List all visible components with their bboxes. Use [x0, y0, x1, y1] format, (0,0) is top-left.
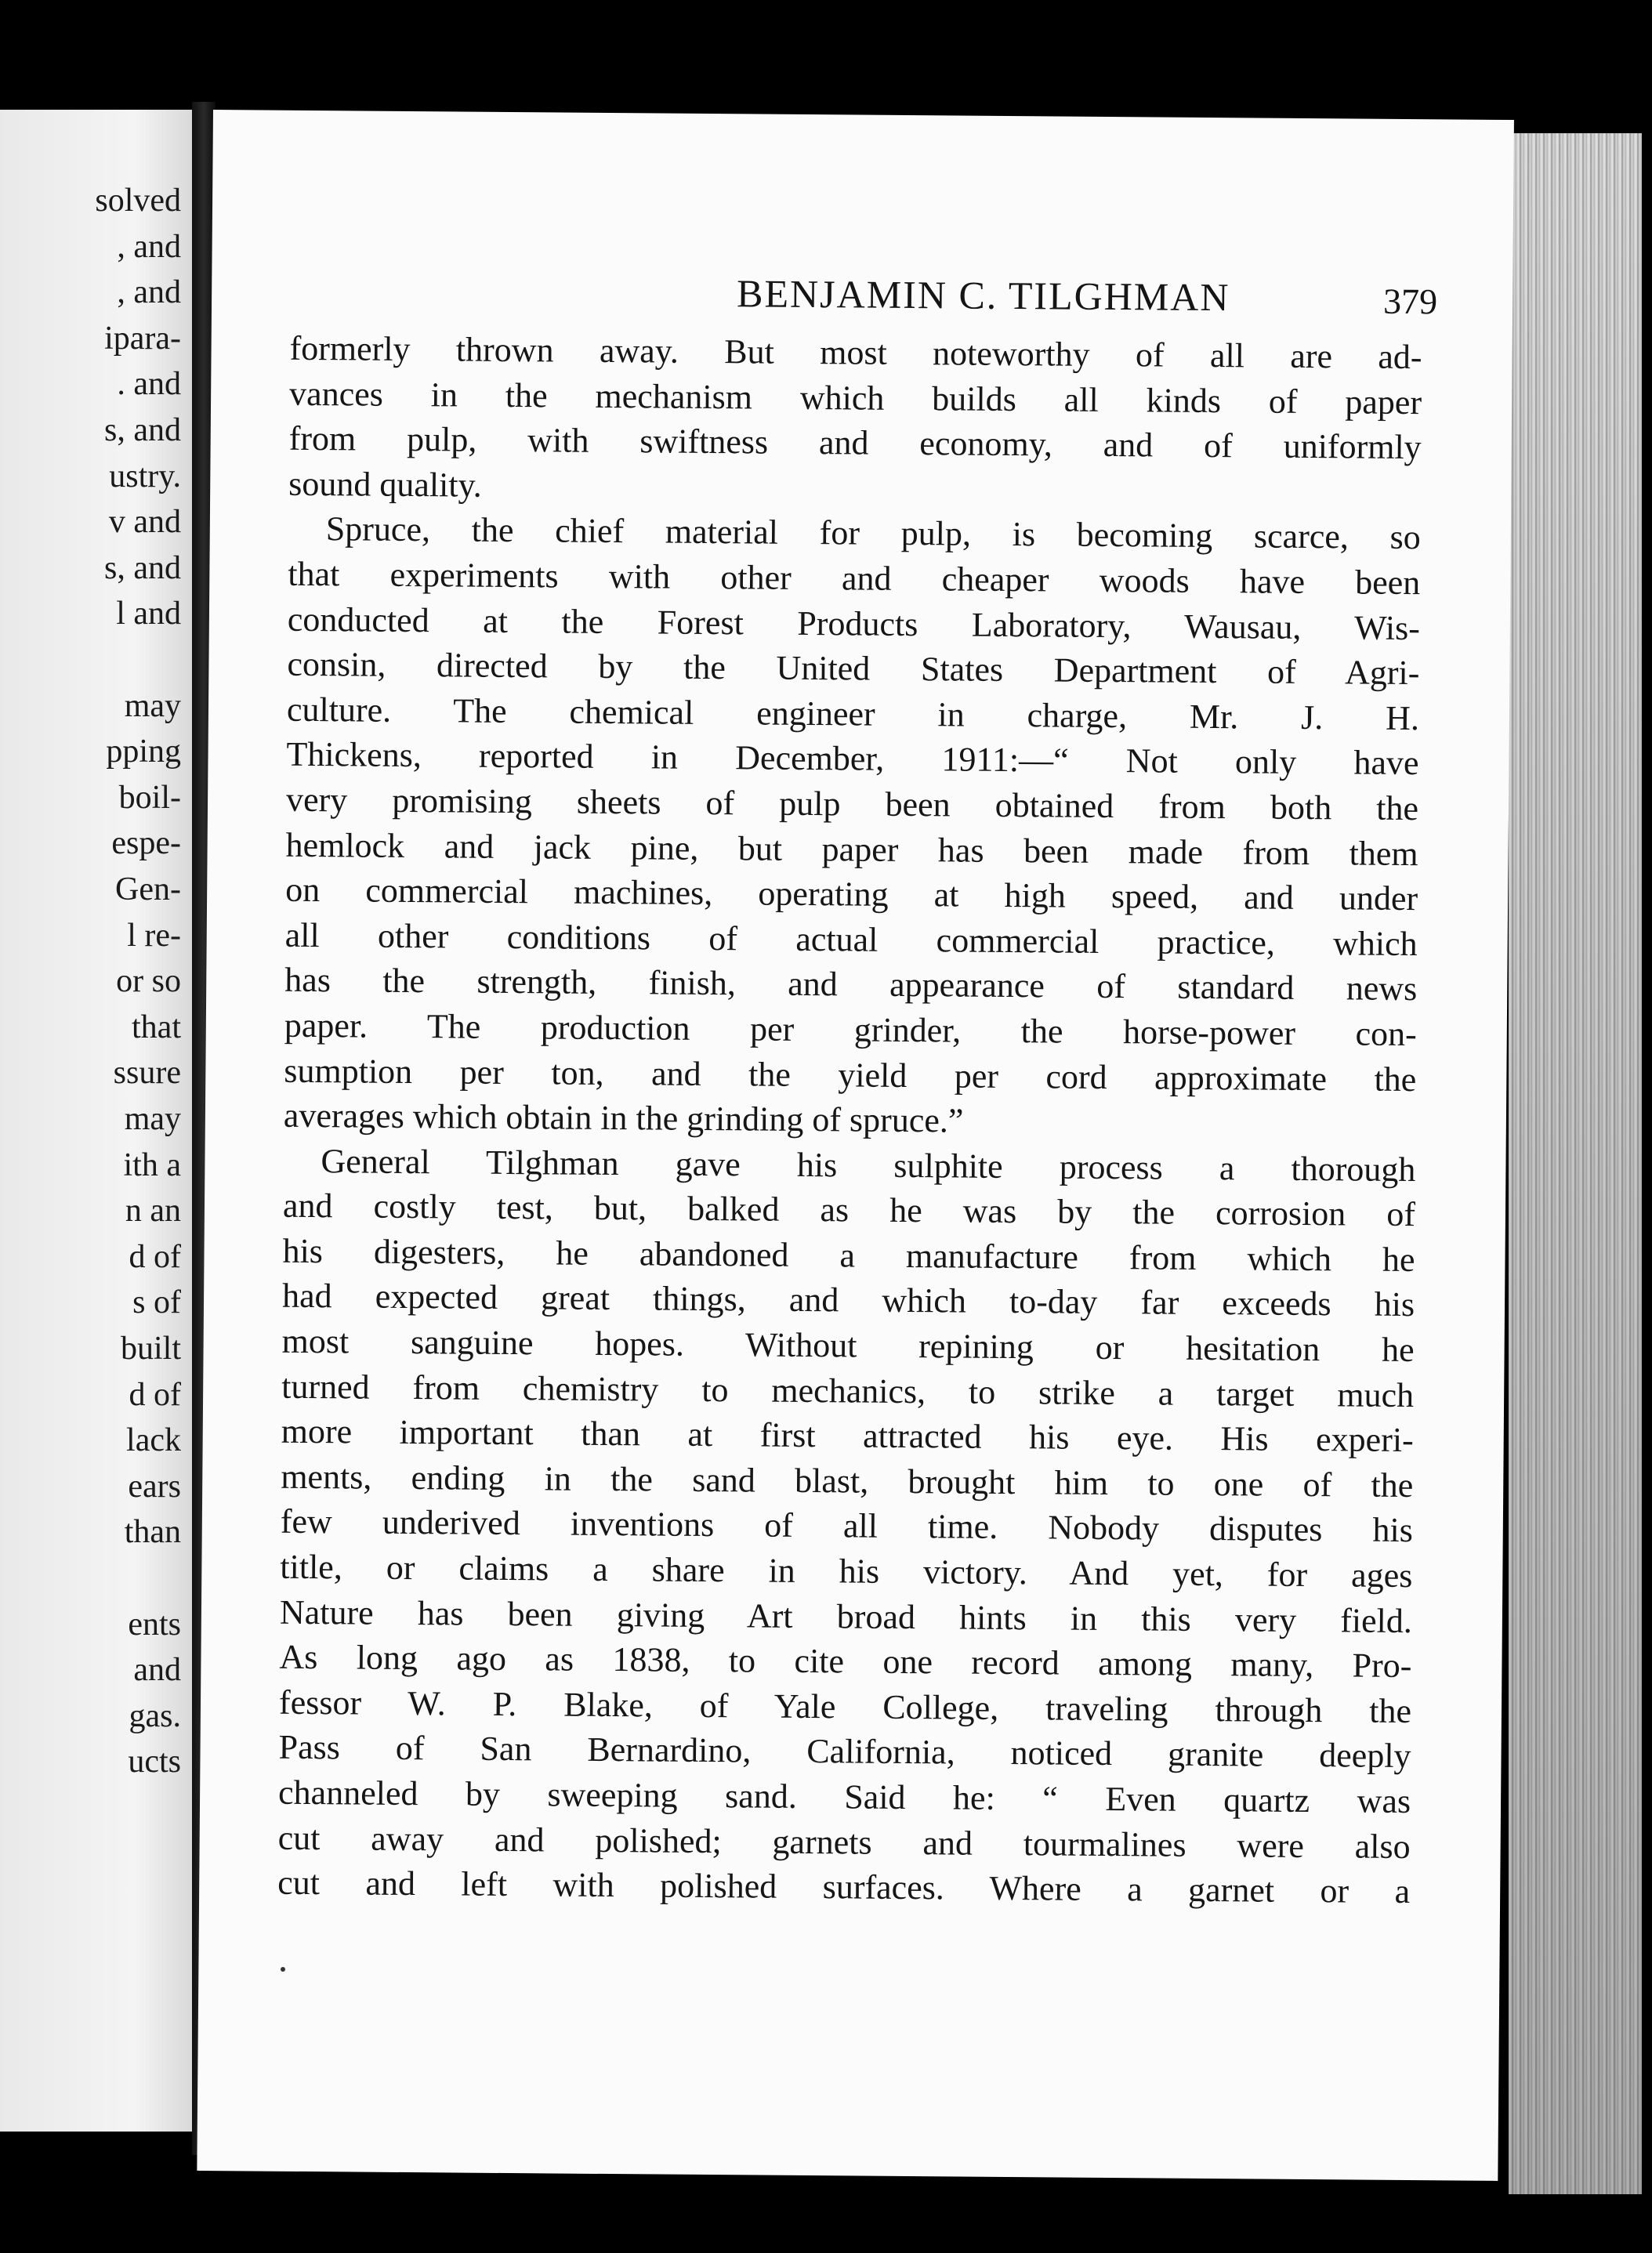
text-line: conducted at the Forest Products Laboratory, Wausau, Wis- [287, 599, 1421, 647]
text-line: Thickens, reported in December, 1911:—“ Not only have [286, 735, 1419, 783]
facing-page-fragment: lack [126, 1422, 181, 1459]
text-line: has the strength, finish, and appearance of standard news [284, 961, 1418, 1009]
text-line: his digesters, he abandoned a manufacture from which he [282, 1231, 1415, 1279]
text-line: hemlock and jack pine, but paper has been made from them [285, 825, 1418, 873]
text-line: channeled by sweeping sand. Said he: “ Even quartz was [277, 1773, 1411, 1821]
text-line: more important than at first attracted his eye. His experi- [281, 1411, 1414, 1460]
text-line: turned from chemistry to mechanics, to strike a target much [281, 1367, 1415, 1414]
text-line: culture. The chemical engineer in charge, Mr. J. H. [286, 690, 1420, 737]
text-line: cut and left with polished surfaces. Where a garnet or a [277, 1863, 1411, 1911]
facing-page-fragment: v and [108, 504, 181, 541]
text-line: most sanguine hopes. Without repining or hesitation he [281, 1321, 1415, 1370]
text-line: from pulp, with swiftness and economy, and of uniformly [288, 418, 1422, 467]
facing-page-fragment: may [124, 1101, 181, 1137]
facing-page-fragment: s of [132, 1284, 181, 1321]
text-line: Pass of San Bernardino, California, noticed granite deeply [278, 1728, 1411, 1776]
facing-page-fragment: s, and [104, 412, 181, 448]
text-line: cut away and polished; garnets and tourmalines were also [277, 1818, 1411, 1866]
text-line: vances in the mechanism which builds all kinds of paper [288, 374, 1422, 422]
facing-page-fragment: or so [116, 963, 181, 1000]
facing-page-fragment: ucts [128, 1744, 181, 1780]
facing-page-fragment: espe- [111, 825, 181, 862]
facing-page-fragment: ith a [123, 1146, 181, 1183]
facing-page-fragment: l and [116, 596, 181, 632]
facing-page-fragment: ssure [113, 1055, 181, 1092]
facing-page-fragment: ears [128, 1468, 181, 1505]
book-page [197, 110, 1514, 2181]
text-line: averages which obtain in the grinding of spruce.” [283, 1096, 964, 1140]
facing-page-fragment: and [133, 1652, 181, 1689]
facing-page-fragment: may [124, 687, 181, 724]
running-title: BENJAMIN C. TILGHMAN [736, 271, 1230, 320]
facing-page-fragment: , and [117, 274, 181, 311]
text-line: sound quality. [288, 464, 482, 505]
text-line: few underived inventions of all time. Nobody disputes his [280, 1502, 1414, 1550]
facing-page-fragment: pping [106, 733, 181, 770]
text-line: on commercial machines, operating at high speed, and under [284, 870, 1418, 918]
facing-page-fragment: that [132, 1009, 181, 1045]
facing-page-edge [0, 110, 192, 2132]
text-line: As long ago as 1838, to cite one record among many, Pro- [279, 1637, 1412, 1686]
text-line: sumption per ton, and the yield per cord approximate the [284, 1051, 1417, 1099]
facing-page-fragment: ustry. [109, 458, 181, 494]
text-line: and costly test, but, balked as he was by the corrosion of [282, 1186, 1416, 1234]
facing-page-fragment: s, and [104, 549, 181, 586]
facing-page-fragment: solved [95, 183, 181, 219]
text-line: formerly thrown away. But most noteworthy of all are ad- [289, 328, 1422, 377]
facing-page-fragment: . and [117, 366, 181, 403]
facing-page-fragment: d of [129, 1376, 181, 1413]
text-line: title, or claims a share in his victory. And yet, for ages [280, 1547, 1413, 1596]
page-number: 379 [1382, 281, 1438, 322]
running-head [525, 269, 1545, 331]
facing-page-fragment: ents [128, 1606, 181, 1643]
text-line: that experiments with other and cheaper woods have been [288, 554, 1421, 603]
facing-page-fragment: l re- [127, 917, 181, 954]
facing-page-fragment: d of [129, 1238, 181, 1275]
text-line: Spruce, the chief material for pulp, is becoming scarce, so [325, 509, 1421, 557]
text-line: paper. The production per grinder, the horse-power con- [284, 1005, 1417, 1054]
text-line: very promising sheets of pulp been obtained from both the [285, 780, 1419, 828]
text-line: had expected great things, and which to-day far exceeds his [281, 1277, 1415, 1324]
facing-page-fragment: Gen- [115, 871, 181, 907]
text-line: all other conditions of actual commercial practice, which [284, 915, 1418, 963]
facing-page-fragment: n an [125, 1193, 181, 1230]
facing-page-fragment: , and [117, 228, 181, 265]
text-line: fessor W. P. Blake, of Yale College, traveling through the [278, 1683, 1412, 1730]
facing-page-fragment: boil- [118, 779, 181, 816]
facing-page-fragment: than [124, 1514, 181, 1551]
text-line: Nature has been giving Art broad hints in this very field. [279, 1592, 1413, 1640]
page-block-edges [1509, 133, 1642, 2194]
text-line: ments, ending in the sand blast, brought him to one of the [281, 1457, 1414, 1505]
facing-page-fragment: built [120, 1331, 181, 1367]
facing-page-fragment: ipara- [104, 320, 181, 357]
print-speck [281, 1967, 285, 1972]
text-line: General Tilghman gave his sulphite process a thorough [321, 1141, 1416, 1189]
text-line: consin, directed by the United States Department of Agri- [287, 644, 1420, 693]
facing-page-fragment: gas. [129, 1697, 181, 1734]
body-text [277, 326, 1422, 1914]
